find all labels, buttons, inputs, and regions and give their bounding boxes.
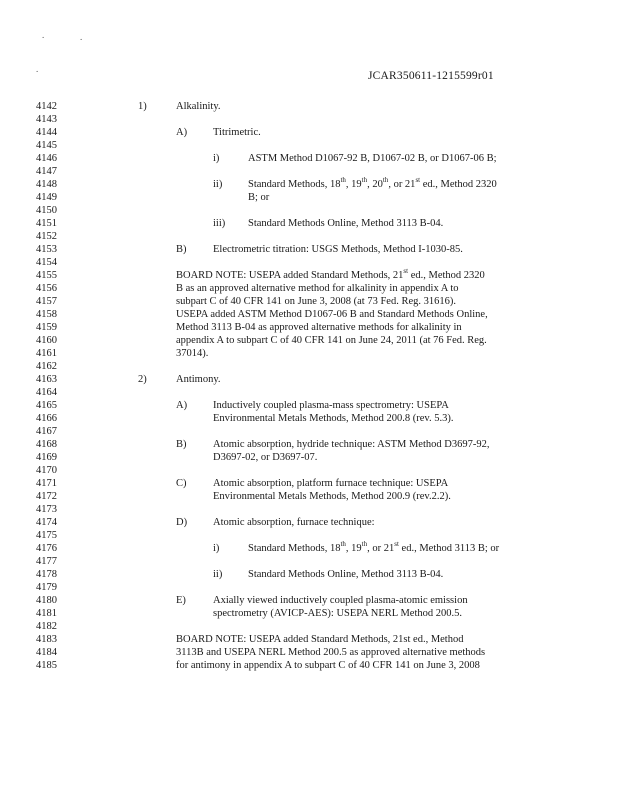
item-text: Atomic absorption, hydride technique: ASTM Method D3697-92, <box>213 439 490 450</box>
item-label: A) <box>176 127 188 138</box>
line-number: 4152 <box>36 231 57 242</box>
line-number: 4163 <box>36 374 57 385</box>
subitem-text: Standard Methods, 18th, 19th, 20th, or 21st ed., Method 2320 <box>248 175 497 190</box>
line-number: 4183 <box>36 634 57 645</box>
note-line: appendix A to subpart C of 40 CFR 141 on June 24, 2011 (at 76 Fed. Reg. <box>176 335 487 346</box>
line-number: 4168 <box>36 439 57 450</box>
line-number: 4144 <box>36 127 57 138</box>
section-title: Antimony. <box>176 374 221 385</box>
note-line: 37014). <box>176 348 209 359</box>
line-number: 4177 <box>36 556 57 567</box>
note-line: for antimony in appendix A to subpart C of 40 CFR 141 on June 3, 2008 <box>176 660 480 671</box>
line-number: 4178 <box>36 569 57 580</box>
item-text: Environmental Metals Methods, Method 200.9 (rev.2.2). <box>213 491 451 502</box>
line-number: 4170 <box>36 465 57 476</box>
line-number: 4182 <box>36 621 57 632</box>
line-number: 4148 <box>36 179 57 190</box>
line-number: 4180 <box>36 595 57 606</box>
item-text: D3697-02, or D3697-07. <box>213 452 318 463</box>
note-line: Method 3113 B-04 as approved alternative methods for alkalinity in <box>176 322 462 333</box>
item-label: C) <box>176 478 187 489</box>
line-number: 4161 <box>36 348 57 359</box>
line-number: 4160 <box>36 335 57 346</box>
corner-mark: . <box>80 32 83 42</box>
subitem-text: Standard Methods Online, Method 3113 B-04. <box>248 569 444 580</box>
subitem-text: B; or <box>248 192 270 203</box>
line-number: 4159 <box>36 322 57 333</box>
item-label: B) <box>176 439 187 450</box>
note-line: USEPA added ASTM Method D1067-06 B and Standard Methods Online, <box>176 309 488 320</box>
subitem-text: Standard Methods, 18th, 19th, or 21st ed., Method 3113 B; or <box>248 539 500 554</box>
line-number: 4165 <box>36 400 57 411</box>
line-number: 4156 <box>36 283 57 294</box>
line-number: 4179 <box>36 582 57 593</box>
item-title: Atomic absorption, furnace technique: <box>213 517 375 528</box>
item-label: A) <box>176 400 188 411</box>
subitem-label: ii) <box>213 179 223 190</box>
line-number: 4164 <box>36 387 57 398</box>
line-number: 4167 <box>36 426 57 437</box>
line-number: 4149 <box>36 192 57 203</box>
line-number: 4155 <box>36 270 57 281</box>
corner-mark: . <box>36 64 39 74</box>
line-number: 4146 <box>36 153 57 164</box>
line-number: 4166 <box>36 413 57 424</box>
item-label: D) <box>176 517 188 528</box>
line-number: 4171 <box>36 478 57 489</box>
item-title: Titrimetric. <box>213 127 261 138</box>
item-text: Inductively coupled plasma-mass spectrometry: USEPA <box>213 400 449 411</box>
corner-mark: . <box>42 30 45 40</box>
line-number: 4145 <box>36 140 57 151</box>
line-number: 4176 <box>36 543 57 554</box>
item-text: Atomic absorption, platform furnace technique: USEPA <box>213 478 449 489</box>
section-number: 1) <box>138 101 147 112</box>
line-number: 4172 <box>36 491 57 502</box>
section-title: Alkalinity. <box>176 101 221 112</box>
subitem-text: ASTM Method D1067-92 B, D1067-02 B, or D1067-06 B; <box>248 153 497 164</box>
note-line: B as an approved alternative method for alkalinity in appendix A to <box>176 283 459 294</box>
line-number: 4153 <box>36 244 57 255</box>
line-number: 4173 <box>36 504 57 515</box>
line-number: 4151 <box>36 218 57 229</box>
note-line: BOARD NOTE: USEPA added Standard Methods, 21st ed., Method <box>176 634 464 645</box>
line-number: 4158 <box>36 309 57 320</box>
line-number: 4143 <box>36 114 57 125</box>
section-number: 2) <box>138 374 147 385</box>
subitem-label: i) <box>213 543 220 554</box>
subitem-label: i) <box>213 153 220 164</box>
note-line: 3113B and USEPA NERL Method 200.5 as approved alternative methods <box>176 647 486 658</box>
line-number: 4150 <box>36 205 57 216</box>
document-id: JCAR350611-1215599r01 <box>368 70 494 82</box>
line-number: 4147 <box>36 166 57 177</box>
item-text: Electrometric titration: USGS Methods, Method I-1030-85. <box>213 244 463 255</box>
line-number: 4181 <box>36 608 57 619</box>
line-number: 4142 <box>36 101 57 112</box>
note-line: BOARD NOTE: USEPA added Standard Methods, 21st ed., Method 2320 <box>176 266 485 281</box>
line-number: 4184 <box>36 647 57 658</box>
line-number: 4174 <box>36 517 57 528</box>
item-text: Environmental Metals Methods, Method 200.8 (rev. 5.3). <box>213 413 454 424</box>
item-text: spectrometry (AVICP-AES): USEPA NERL Method 200.5. <box>213 608 462 619</box>
item-label: E) <box>176 595 186 606</box>
line-number: 4154 <box>36 257 57 268</box>
subitem-text: Standard Methods Online, Method 3113 B-04. <box>248 218 444 229</box>
subitem-label: ii) <box>213 569 223 580</box>
line-number: 4157 <box>36 296 57 307</box>
note-line: subpart C of 40 CFR 141 on June 3, 2008 (at 73 Fed. Reg. 31616). <box>176 296 456 307</box>
line-number: 4175 <box>36 530 57 541</box>
subitem-label: iii) <box>213 218 226 229</box>
line-number: 4185 <box>36 660 57 671</box>
line-number: 4162 <box>36 361 57 372</box>
line-number: 4169 <box>36 452 57 463</box>
item-label: B) <box>176 244 187 255</box>
item-text: Axially viewed inductively coupled plasma-atomic emission <box>213 595 468 606</box>
